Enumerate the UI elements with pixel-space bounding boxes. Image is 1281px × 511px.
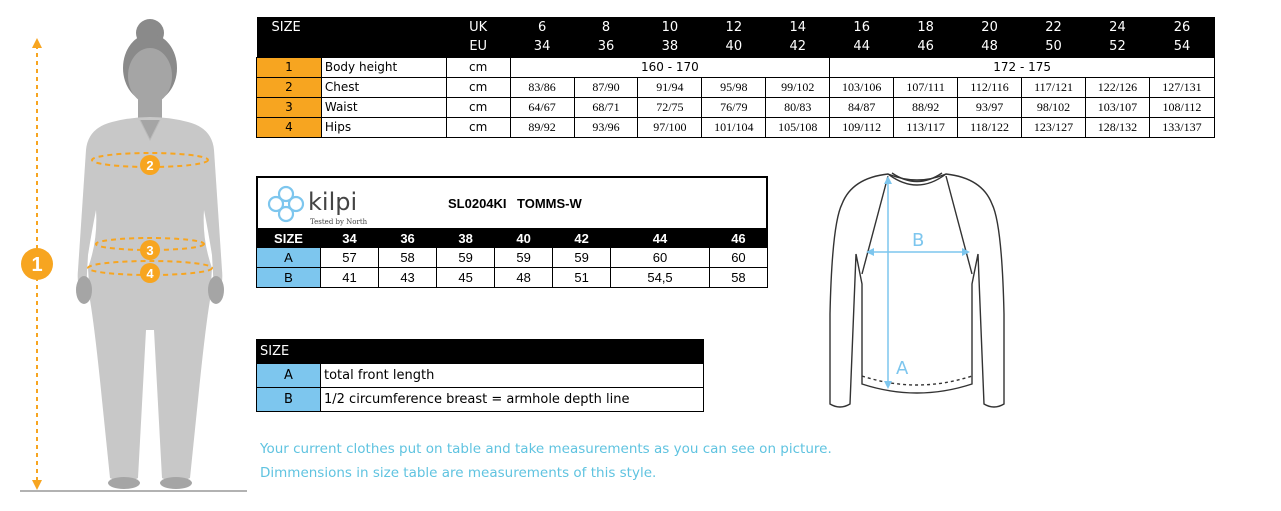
marker-4 xyxy=(140,263,160,283)
table-cell: 60 xyxy=(709,248,767,268)
size-cell: 44 xyxy=(611,229,710,248)
eu-size: 48 xyxy=(958,37,1022,57)
table-cell: 113/117 xyxy=(894,117,958,137)
product-header xyxy=(256,176,768,228)
size-cell: 42 xyxy=(553,229,611,248)
table-cell: 127/131 xyxy=(1149,77,1214,97)
uk-size: 10 xyxy=(638,17,702,37)
legend-row xyxy=(257,388,704,412)
table-cell: 97/100 xyxy=(638,117,702,137)
instruction-note: Your current clothes put on table and take measurements as you can see on picture. xyxy=(260,441,832,457)
table-row xyxy=(257,268,768,288)
row-name: Body height xyxy=(321,57,446,77)
table-cell: 72/75 xyxy=(638,97,702,117)
uk-size: 26 xyxy=(1149,17,1214,37)
waist-row xyxy=(257,97,1215,117)
uk-size-row xyxy=(257,17,1215,37)
product-size-header-row xyxy=(257,229,768,248)
table-cell: 95/98 xyxy=(702,77,766,97)
row-unit: cm xyxy=(446,57,510,77)
measure-a-label: A xyxy=(896,358,909,379)
uk-size: 16 xyxy=(830,17,894,37)
row-number: 2 xyxy=(257,77,322,97)
table-cell: 112/116 xyxy=(958,77,1022,97)
legend-description: total front length xyxy=(321,364,704,388)
table-cell: 76/79 xyxy=(702,97,766,117)
height-range: 160 - 170 xyxy=(510,57,830,77)
body-size-table xyxy=(256,17,1215,138)
table-cell: 99/102 xyxy=(766,77,830,97)
table-cell: 84/87 xyxy=(830,97,894,117)
eu-size: 34 xyxy=(510,37,574,57)
table-cell: 117/121 xyxy=(1022,77,1086,97)
table-row xyxy=(257,248,768,268)
uk-size: 18 xyxy=(894,17,958,37)
svg-text:Tested by North: Tested by North xyxy=(310,218,368,226)
table-cell: 60 xyxy=(611,248,710,268)
style-code: SL0204KI xyxy=(448,196,507,211)
table-cell: 87/90 xyxy=(574,77,638,97)
table-cell: 51 xyxy=(553,268,611,288)
uk-label: UK xyxy=(446,17,510,37)
size-cell: 46 xyxy=(709,229,767,248)
table-cell: 109/112 xyxy=(830,117,894,137)
table-cell: 91/94 xyxy=(638,77,702,97)
uk-size: 8 xyxy=(574,17,638,37)
body-measurement-figure xyxy=(0,0,250,511)
svg-text:1: 1 xyxy=(31,254,43,276)
eu-size: 44 xyxy=(830,37,894,57)
legend-header-row xyxy=(257,340,704,364)
shirt-diagram xyxy=(822,164,1012,414)
svg-text:kilpi: kilpi xyxy=(308,188,358,216)
eu-size-row xyxy=(257,37,1215,57)
row-key: A xyxy=(257,248,321,268)
size-cell: 40 xyxy=(495,229,553,248)
row-unit: cm xyxy=(446,117,510,137)
eu-size: 54 xyxy=(1149,37,1214,57)
table-cell: 122/126 xyxy=(1085,77,1149,97)
eu-size: 50 xyxy=(1022,37,1086,57)
table-cell: 54,5 xyxy=(611,268,710,288)
row-key: A xyxy=(257,364,321,388)
table-cell: 80/83 xyxy=(766,97,830,117)
table-cell: 83/86 xyxy=(510,77,574,97)
legend-row xyxy=(257,364,704,388)
body-height-row xyxy=(257,57,1215,77)
size-cell: 36 xyxy=(379,229,437,248)
table-cell: 43 xyxy=(379,268,437,288)
table-cell: 105/108 xyxy=(766,117,830,137)
uk-size: 20 xyxy=(958,17,1022,37)
kilpi-logo xyxy=(262,180,382,228)
eu-label: EU xyxy=(446,37,510,57)
svg-text:3: 3 xyxy=(146,243,154,258)
table-cell: 64/67 xyxy=(510,97,574,117)
table-cell: 133/137 xyxy=(1149,117,1214,137)
row-number: 4 xyxy=(257,117,322,137)
marker-2 xyxy=(140,155,160,175)
table-cell: 59 xyxy=(495,248,553,268)
table-cell: 103/106 xyxy=(830,77,894,97)
table-cell: 41 xyxy=(321,268,379,288)
eu-size: 40 xyxy=(702,37,766,57)
table-cell: 68/71 xyxy=(574,97,638,117)
table-cell: 123/127 xyxy=(1022,117,1086,137)
row-key: B xyxy=(257,268,321,288)
row-number: 3 xyxy=(257,97,322,117)
legend-description: 1/2 circumference breast = armhole depth line xyxy=(321,388,704,412)
size-header: SIZE xyxy=(257,229,321,248)
row-name: Hips xyxy=(321,117,446,137)
measurement-legend-table xyxy=(256,339,704,412)
row-number: 1 xyxy=(257,57,322,77)
table-cell: 118/122 xyxy=(958,117,1022,137)
row-name: Chest xyxy=(321,77,446,97)
size-cell: 38 xyxy=(437,229,495,248)
size-header: SIZE xyxy=(257,17,447,37)
svg-text:2: 2 xyxy=(146,158,154,173)
chest-row xyxy=(257,77,1215,97)
table-cell: 45 xyxy=(437,268,495,288)
eu-size: 52 xyxy=(1085,37,1149,57)
row-name: Waist xyxy=(321,97,446,117)
table-cell: 93/97 xyxy=(958,97,1022,117)
measure-a-arrow-top xyxy=(884,176,892,184)
eu-size: 46 xyxy=(894,37,958,57)
svg-text:4: 4 xyxy=(146,266,154,281)
table-cell: 128/132 xyxy=(1085,117,1149,137)
marker-3 xyxy=(140,240,160,260)
table-cell: 59 xyxy=(437,248,495,268)
table-cell: 101/104 xyxy=(702,117,766,137)
table-cell: 103/107 xyxy=(1085,97,1149,117)
table-cell: 89/92 xyxy=(510,117,574,137)
table-cell: 48 xyxy=(495,268,553,288)
table-cell: 107/111 xyxy=(894,77,958,97)
product-size-table xyxy=(256,228,768,288)
style-name: TOMMS-W xyxy=(517,196,582,211)
hips-row xyxy=(257,117,1215,137)
uk-size: 22 xyxy=(1022,17,1086,37)
height-arrow-bottom xyxy=(32,480,42,490)
shirt-outline xyxy=(830,173,1004,407)
eu-size: 42 xyxy=(766,37,830,57)
uk-size: 14 xyxy=(766,17,830,37)
table-cell: 93/96 xyxy=(574,117,638,137)
measure-a-arrow-bottom xyxy=(884,381,892,389)
row-unit: cm xyxy=(446,77,510,97)
table-cell: 57 xyxy=(321,248,379,268)
uk-size: 24 xyxy=(1085,17,1149,37)
size-cell: 34 xyxy=(321,229,379,248)
table-cell: 88/92 xyxy=(894,97,958,117)
instruction-note: Dimmensions in size table are measurements of this style. xyxy=(260,465,657,481)
eu-size: 38 xyxy=(638,37,702,57)
uk-size: 6 xyxy=(510,17,574,37)
row-unit: cm xyxy=(446,97,510,117)
uk-size: 12 xyxy=(702,17,766,37)
height-range: 172 - 175 xyxy=(830,57,1215,77)
table-cell: 58 xyxy=(379,248,437,268)
table-cell: 59 xyxy=(553,248,611,268)
height-arrow-top xyxy=(32,38,42,48)
eu-size: 36 xyxy=(574,37,638,57)
table-cell: 58 xyxy=(709,268,767,288)
table-cell: 98/102 xyxy=(1022,97,1086,117)
row-key: B xyxy=(257,388,321,412)
measure-b-label: B xyxy=(912,230,925,251)
table-cell: 108/112 xyxy=(1149,97,1214,117)
marker-1 xyxy=(21,248,53,280)
size-header: SIZE xyxy=(257,340,704,364)
